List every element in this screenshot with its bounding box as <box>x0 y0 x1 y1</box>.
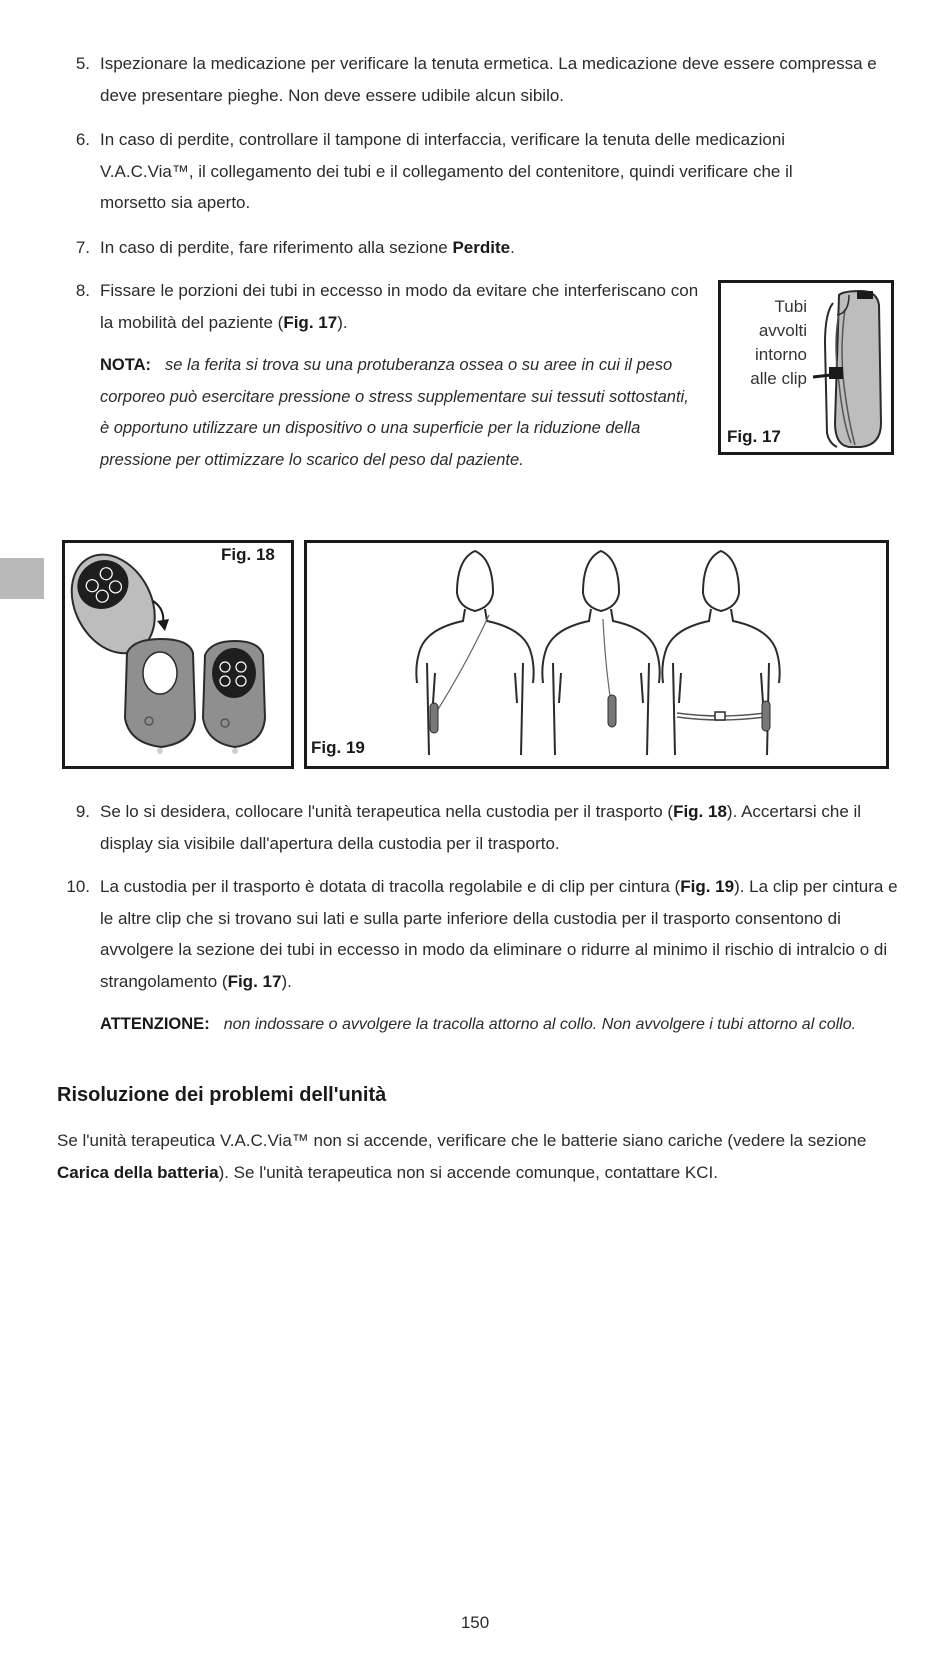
figure-19 <box>304 540 889 769</box>
nota-text: se la ferita si trova su una protuberanza ossea o su aree in cui il peso corporeo può esercitare pressione o stress supplementare sui tessuti sottostanti, è opportuno utilizzare un dispositivo o una superficie per la riduzione della pressione per ottimizzare lo scarico del peso dal paziente. <box>100 356 689 469</box>
section-heading: Risoluzione dei problemi dell'unità <box>57 1084 387 1106</box>
attenzione-text: non indossare o avvolgere la tracolla attorno al collo. Non avvolgere i tubi attorno al collo. <box>223 1016 857 1033</box>
page-number: 150 <box>460 1613 490 1632</box>
fig19-label: Fig. 19 <box>311 738 365 757</box>
nota-block <box>100 350 700 476</box>
device-into-case-illustration <box>65 543 291 766</box>
attenzione-label: ATTENZIONE: <box>100 1015 210 1033</box>
figure-17 <box>718 280 894 455</box>
attenzione-block <box>100 1009 900 1041</box>
section-paragraph: Se l'unità terapeutica V.A.C.Via™ non si accende, verificare che le batterie siano cariche (vedere la sezione Carica della batteria). Se l'unità terapeutica non si accende comunque, contattare KCI. <box>57 1131 867 1182</box>
section-tab <box>0 558 44 599</box>
nota-label: NOTA: <box>100 356 152 374</box>
fig18-label: Fig. 18 <box>221 545 275 564</box>
manual-page: 5. Ispezionare la medicazione per verificare la tenuta ermetica. La medicazione deve essere compressa e deve presentare pieghe. Non deve essere udibile alcun sibilo. 6. In caso di perdite, controllare il tampone di interfaccia, verificare la tenuta delle medicazioni V.A.C.Via™, il collegamento dei tubi e il collegamento del contenitore, quindi verificare che il morsetto sia aperto. 7. In caso di perdite, fare riferimento alla sezione Perdite. 8. Fissare le porzioni dei tubi in eccesso in modo da evitare che interferiscano con la mobilità del paziente (Fig. 17). NOTA: se la ferita si trova su una protuberanza ossea o su aree in cui il peso corporeo può esercitare pressione o stress supplementare sui tessuti sottostanti, è opportuno utilizzare un dispositivo o una superficie per la riduzione della pressione per ottimizzare lo scarico del peso dal paziente. Tubi avvolti intorno alle clip Fig. 17 Fig. 18 Fig. 19 9. Se lo si desidera, collocare l'unità terapeutica nella custodia per il trasporto (Fig. 18). Accertarsi che il display sia visibile dall'apertura della custodia per il trasporto. 10. La custodia per il trasporto è dotata di tracolla regolabile e di clip per cintura (Fig. 19). La clip per cintura e le altre clip che si trovano sui lati e sulla parte inferiore della custodia per il trasporto consentono di avvolgere la sezione dei tubi in eccesso in modo da eliminare o ridurre al minimo il rischio di intralcio o di strangolamento (Fig. 17). ATTENZIONE: non indossare o avvolgere la tracolla attorno al collo. Non avvolgere i tubi attorno al collo. Risoluzione dei problemi dell'unità Se l'unità terapeutica V.A.C.Via™ non si accende, verificare che le batterie siano cariche (vedere la sezione Carica della batteria). Se l'unità terapeutica non si accende comunque, contattare KCI. 150 <box>0 0 950 1665</box>
fig17-caption: Tubi avvolti intorno alle clip <box>750 297 807 388</box>
fig17-label: Fig. 17 <box>727 427 781 446</box>
wearing-options-illustration <box>307 543 886 766</box>
figure-18 <box>62 540 294 769</box>
